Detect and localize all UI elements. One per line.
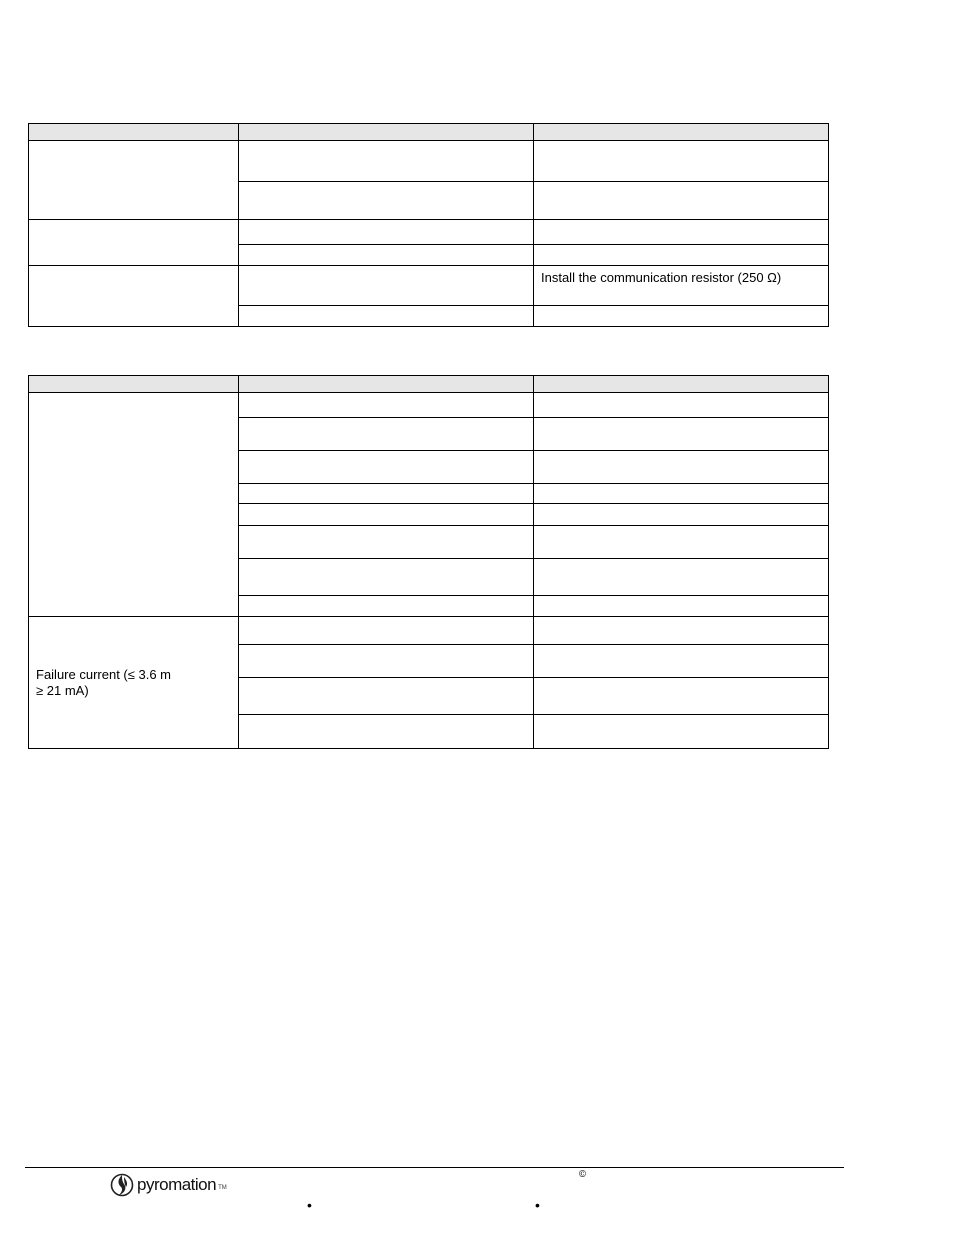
footer-divider: [25, 1167, 844, 1168]
copyright-symbol: ©: [578, 1170, 587, 1180]
trademark-mark: TM: [218, 1185, 227, 1191]
table1-header-row: [28, 123, 828, 140]
table2-symptom-failure-current: Failure current (≤ 3.6 m ≥ 21 mA): [36, 667, 172, 698]
table2-header-row: [28, 375, 828, 392]
brand-name: pyromation: [137, 1175, 217, 1194]
footer-bullet-1: •: [307, 1197, 312, 1213]
pyromation-flame-logo-icon: [110, 1171, 134, 1199]
footer-logo: [110, 1171, 227, 1199]
footer-bullet-2: •: [535, 1197, 540, 1213]
table1-remedy-communication-resistor: Install the communication resistor (250 Ω): [541, 270, 782, 285]
